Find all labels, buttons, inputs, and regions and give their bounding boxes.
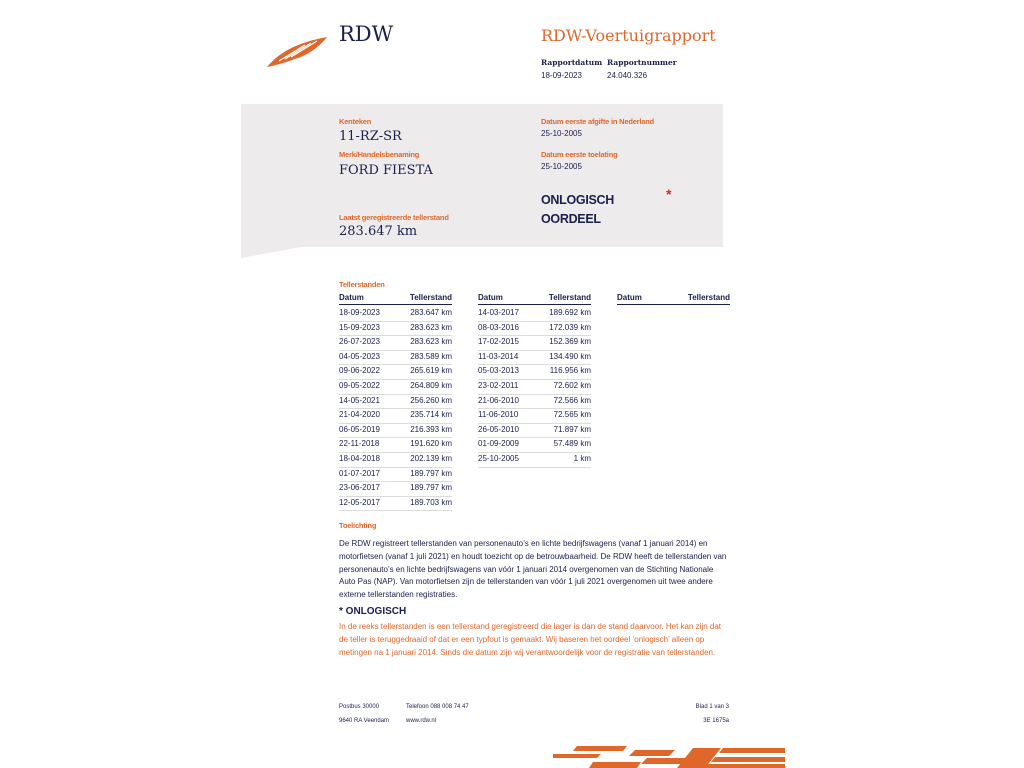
- reading-km: 283.623 km: [410, 322, 452, 332]
- reading-date: 15-09-2023: [339, 322, 380, 332]
- reading-row: [339, 496, 452, 512]
- reading-km: 283.623 km: [410, 337, 452, 347]
- reading-date: 05-03-2013: [478, 366, 519, 376]
- reading-date: 25-10-2005: [478, 454, 519, 463]
- reading-row: [478, 321, 591, 337]
- reading-km: 265.619 km: [410, 366, 452, 376]
- last-reading-label: Laatst geregistreerde tellerstand: [339, 213, 449, 222]
- reading-date: 23-06-2017: [339, 483, 380, 493]
- reading-km: 191.620 km: [410, 439, 452, 449]
- reading-row: [339, 306, 452, 322]
- reading-km: 72.602 km: [553, 381, 591, 390]
- reading-row: [478, 437, 591, 453]
- odometer-verdict: [541, 191, 614, 229]
- reading-km: 134.490 km: [549, 351, 591, 361]
- reading-date: 09-05-2022: [339, 381, 380, 390]
- explanation-text: De RDW registreert tellerstanden van personenauto’s en lichte bedrijfswagens (vanaf 1 januari 2014) en motorfietsen (vanaf 1 juli 2021) en houdt toezicht op de betrouwbaarheid. De RDW heeft de tellerstanden van personenauto’s en lichte bedrijfswagens van vóór 1 januari 2014 overgenomen van de Stichting Nationale Auto Pas (NAP). Van motorfietsen zijn de tellerstanden van vóór 1 juli 2021 overgenomen uit twee andere externe tellerstanden registraties.: [339, 539, 727, 600]
- last-reading-value: 283.647 km: [339, 224, 418, 239]
- verdict-asterisk: *: [666, 186, 672, 202]
- reading-date: 01-09-2009: [478, 439, 519, 449]
- reading-date: 04-05-2023: [339, 351, 380, 361]
- reading-row: [339, 467, 452, 483]
- rdw-logo-feather-icon: [265, 35, 331, 69]
- reading-row: [478, 335, 591, 351]
- make-value: FORD FIESTA: [339, 163, 433, 178]
- reading-row: [478, 364, 591, 380]
- reading-km: 172.039 km: [549, 322, 591, 332]
- first-nl-value: 25-10-2005: [541, 129, 582, 138]
- reading-km: 72.566 km: [553, 395, 591, 405]
- reading-row: [478, 394, 591, 410]
- report-date: 18-09-2023: [541, 71, 582, 80]
- first-admission-value: 25-10-2005: [541, 162, 582, 171]
- reading-date: 22-11-2018: [339, 439, 380, 449]
- reading-km: 71.897 km: [553, 424, 591, 434]
- reading-row: [339, 423, 452, 439]
- reading-date: 23-02-2011: [478, 381, 519, 390]
- reading-row: [339, 394, 452, 410]
- reading-row: [339, 408, 452, 424]
- reading-row: [339, 364, 452, 380]
- make-label: Merk/Handelsbenaming: [339, 150, 420, 159]
- plate-label: Kenteken: [339, 117, 372, 126]
- verdict-line-2: OORDEEL: [541, 212, 601, 226]
- reading-row: [478, 350, 591, 366]
- reading-date: 26-07-2023: [339, 337, 380, 347]
- col-3-header: [617, 293, 730, 305]
- reading-row: [478, 379, 591, 395]
- footer-code: 3E 1675a: [703, 718, 729, 724]
- reading-date: 18-04-2018: [339, 454, 380, 463]
- col-1-date-header: Datum: [339, 293, 364, 302]
- reading-km: 1 km: [573, 454, 591, 463]
- reading-km: 235.714 km: [410, 410, 452, 420]
- reading-row: [339, 379, 452, 395]
- reading-km: 256.260 km: [410, 395, 452, 405]
- reading-km: 189.692 km: [549, 308, 591, 317]
- reading-row: [339, 321, 452, 337]
- reading-date: 06-05-2019: [339, 424, 380, 434]
- report-title: RDW-Voertuigrapport: [541, 26, 716, 45]
- reading-row: [339, 350, 452, 366]
- reading-date: 14-03-2017: [478, 308, 519, 317]
- reading-row: [339, 437, 452, 453]
- reading-date: 09-06-2022: [339, 366, 380, 376]
- footer-website[interactable]: www.rdw.nl: [406, 718, 437, 724]
- report-number: 24.040.326: [607, 71, 648, 80]
- footer-po-box: Postbus 30000: [339, 704, 380, 710]
- first-admission-label: Datum eerste toelating: [541, 150, 618, 159]
- col-3-date-header: Datum: [617, 293, 642, 302]
- col-2-value-header: Tellerstand: [548, 293, 591, 302]
- reading-date: 26-05-2010: [478, 424, 519, 434]
- footer-phone: Telefoon 088 008 74 47: [406, 704, 469, 710]
- reading-row: [478, 452, 591, 468]
- onlogisch-title: * ONLOGISCH: [339, 606, 407, 617]
- reading-km: 189.797 km: [410, 483, 452, 493]
- reading-date: 11-03-2014: [478, 351, 519, 361]
- reading-km: 189.703 km: [410, 497, 452, 507]
- footer-city: 9640 RA Veendam: [339, 718, 390, 724]
- reading-km: 116.956 km: [549, 366, 591, 376]
- reading-row: [478, 423, 591, 439]
- reading-date: 11-06-2010: [478, 410, 519, 420]
- readings-title: Tellerstanden: [339, 280, 385, 289]
- reading-row: [478, 408, 591, 424]
- onlogisch-text: In de reeks tellerstanden is een tellerstand geregistreerd die lager is dan de stand daarvoor. Het kan zijn dat de teller is teruggedraaid of dat er een typfout is gemaakt. Wij baseren het oordeel ‘onlogisch’ alleen op metingen na 1 januari 2014. Sinds die datum zijn wij verantwoordelijk voor de registratie van tellerstanden.: [339, 622, 722, 657]
- col-1-header: [339, 293, 452, 305]
- reading-row: [478, 306, 591, 322]
- decorative-stripes-icon: [553, 744, 785, 768]
- reading-date: 18-09-2023: [339, 308, 380, 317]
- reading-date: 08-03-2016: [478, 322, 519, 332]
- reading-km: 283.647 km: [410, 308, 452, 317]
- reading-date: 17-02-2015: [478, 337, 519, 347]
- reading-row: [339, 452, 452, 468]
- reading-km: 216.393 km: [410, 424, 452, 434]
- reading-date: 14-05-2021: [339, 395, 380, 405]
- panel-notch: [241, 247, 301, 258]
- reading-km: 189.797 km: [410, 468, 452, 478]
- reading-km: 264.809 km: [410, 381, 452, 390]
- reading-date: 01-07-2017: [339, 468, 380, 478]
- col-2-date-header: Datum: [478, 293, 503, 302]
- first-nl-label: Datum eerste afgifte in Nederland: [541, 117, 655, 126]
- report-number-label: Rapportnummer: [607, 58, 677, 67]
- report-date-label: Rapportdatum: [541, 58, 603, 67]
- col-3-value-header: Tellerstand: [687, 293, 730, 302]
- verdict-line-1: ONLOGISCH: [541, 193, 614, 207]
- reading-row: [339, 481, 452, 497]
- reading-date: 12-05-2017: [339, 497, 380, 507]
- reading-row: [339, 335, 452, 351]
- reading-km: 152.369 km: [549, 337, 591, 347]
- reading-date: 21-06-2010: [478, 395, 519, 405]
- reading-km: 202.139 km: [410, 454, 452, 463]
- reading-date: 21-04-2020: [339, 410, 380, 420]
- col-1-value-header: Tellerstand: [409, 293, 452, 302]
- footer-page: Blad 1 van 3: [695, 704, 729, 710]
- reading-km: 72.565 km: [553, 410, 591, 420]
- explanation-title: Toelichting: [339, 521, 377, 530]
- reading-km: 283.589 km: [410, 351, 452, 361]
- col-2-header: [478, 293, 591, 305]
- brand-name: RDW: [339, 22, 394, 46]
- reading-km: 57.489 km: [553, 439, 591, 449]
- plate-value: 11-RZ-SR: [339, 129, 402, 144]
